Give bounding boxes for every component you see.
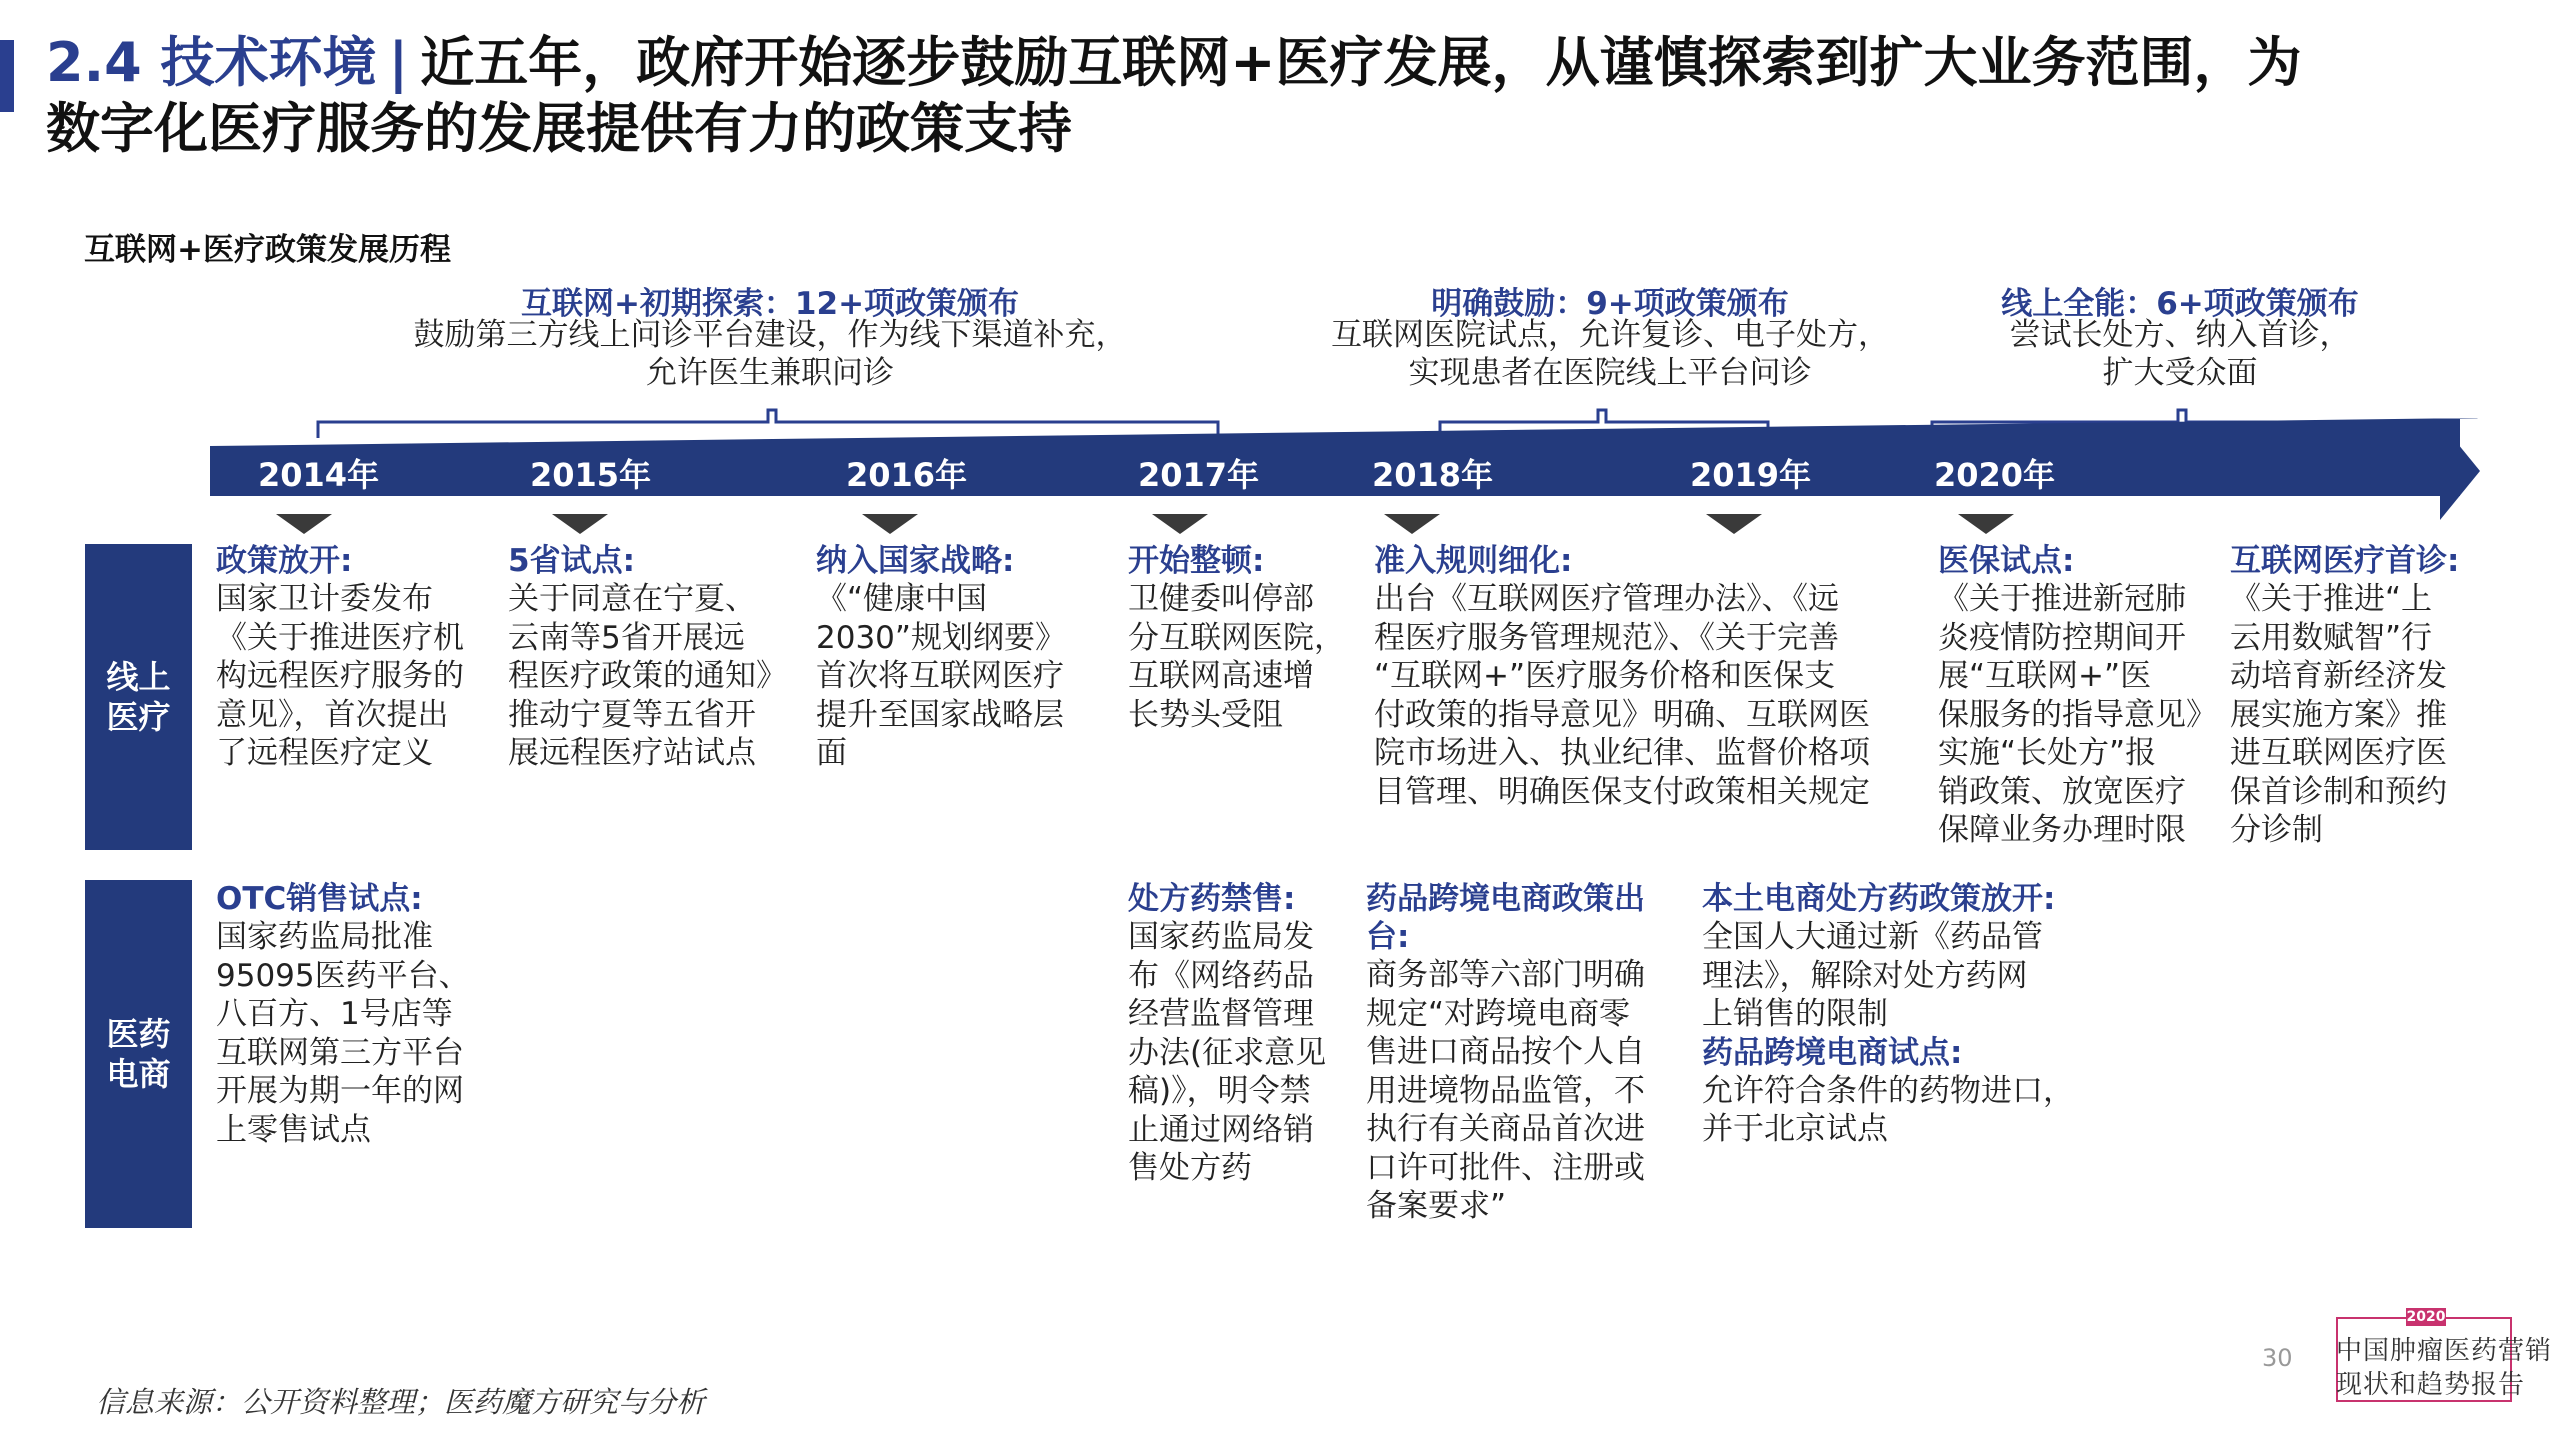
- event-line: 八百方、1号店等: [216, 996, 453, 1032]
- logo-line-1: 中国肿瘤医药营销: [2336, 1336, 2553, 1366]
- chart-title: 互联网+医疗政策发展历程: [84, 232, 451, 268]
- event-2018-access-rules: [1374, 542, 1934, 811]
- report-logo: [2336, 1308, 2553, 1404]
- event-line: 口许可批件、注册或: [1366, 1149, 1645, 1186]
- logo-year: 2020: [2406, 1309, 2446, 1325]
- phase-desc-1b: 允许医生兼职问诊: [646, 355, 894, 391]
- phase-title-1: 互联网+初期探索：12+项政策颁布: [520, 286, 1020, 322]
- event-line: 上销售的限制: [1702, 996, 1888, 1032]
- event-line: 构远程医疗服务的: [216, 658, 464, 694]
- event-head: 政策放开:: [216, 543, 353, 579]
- row-label-online-medical: [85, 544, 192, 850]
- event-line: 付政策的指导意见》明确、互联网医: [1374, 696, 1870, 733]
- title-separator: |: [388, 31, 409, 94]
- event-line: 推动宁夏等五省开: [508, 696, 756, 733]
- event-line: 保首诊制和预约: [2230, 773, 2447, 810]
- year-marker-2015: [552, 514, 608, 534]
- event-line: 保障业务办理时限: [1938, 812, 2186, 848]
- row-label-ecommerce-text: 医药电商: [106, 1015, 171, 1093]
- year-marker-2017: [1152, 514, 1208, 534]
- year-2016: 2016年: [846, 456, 968, 494]
- event-2017-rx-ban: [1128, 880, 1358, 1188]
- event-line: 允许符合条件的药物进口，: [1702, 1072, 2074, 1109]
- event-2020-first-visit: [2230, 542, 2520, 850]
- logo-line-2: 现状和趋势报告: [2336, 1370, 2526, 1400]
- row-label-online-text: 线上医疗: [106, 658, 171, 736]
- event-line: 《关于推进新冠肺: [1938, 581, 2186, 617]
- event-line: 分互联网医院，: [1128, 619, 1345, 656]
- page-number: 30: [2262, 1344, 2293, 1372]
- event-line: 商务部等六部门明确: [1366, 957, 1645, 993]
- event-head: 互联网医疗首诊:: [2230, 543, 2460, 579]
- event-line: 止通过网络销: [1128, 1111, 1314, 1148]
- event-2019-domestic-rx-open: [1702, 880, 2122, 1149]
- event-line: 2030”规划纲要》: [816, 619, 1066, 656]
- phase-desc-2a: 互联网医院试点，允许复诊、电子处方，: [1331, 317, 1889, 353]
- phase-desc-3a: 尝试长处方、纳入首诊，: [2009, 317, 2351, 353]
- event-head: 纳入国家战略:: [816, 543, 1015, 579]
- year-marker-2019: [1706, 514, 1762, 534]
- event-head: 本土电商处方药政策放开:: [1702, 881, 2056, 917]
- event-line: 保服务的指导意见》: [1938, 696, 2217, 733]
- event-2018-crossborder-policy: [1366, 880, 1686, 1226]
- year-2015: 2015年: [530, 456, 652, 494]
- event-line: 稿)》，明令禁: [1128, 1073, 1311, 1109]
- phase-desc-1a: 鼓励第三方线上问诊平台建设，作为线下渠道补充，: [413, 317, 1127, 353]
- event-line: 关于同意在宁夏、: [508, 581, 756, 617]
- event-line: 卫健委叫停部: [1128, 581, 1314, 617]
- event-line: 炎疫情防控期间开: [1938, 619, 2186, 656]
- event-head: 准入规则细化:: [1374, 543, 1573, 579]
- event-line: 互联网第三方平台: [216, 1034, 464, 1071]
- event-line: 执行有关商品首次进: [1366, 1111, 1645, 1147]
- event-line: 分诊制: [2230, 812, 2323, 848]
- event-line: 意见》，首次提出: [216, 696, 449, 733]
- timeline-graphic: [0, 0, 2560, 560]
- event-2015-five-province-pilot: [508, 542, 808, 773]
- event-head: 医保试点:: [1938, 543, 2075, 579]
- year-marker-2018: [1384, 514, 1440, 534]
- event-line: 展“互联网+”医: [1938, 658, 2152, 694]
- event-line: 《关于推进医疗机: [216, 619, 464, 656]
- event-line: 国家药监局批准: [216, 919, 433, 955]
- event-line: 院市场进入、执业纪律、监督价格项: [1374, 735, 1870, 771]
- event-head-cont: 台:: [1366, 919, 1410, 955]
- event-line: 95095医药平台、: [216, 957, 470, 994]
- event-line: 规定“对跨境电商零: [1366, 995, 1631, 1032]
- title-line-1: 近五年，政府开始逐步鼓励互联网+医疗发展，从谨慎探索到扩大业务范围，为: [420, 31, 2302, 94]
- row-label-pharma-ecommerce: [85, 880, 192, 1228]
- event-line: 并于北京试点: [1702, 1111, 1888, 1147]
- event-line: “互联网+”医疗服务价格和医保支: [1374, 658, 1836, 694]
- event-line: 经营监督管理: [1128, 996, 1314, 1032]
- event-line: 备案要求”: [1366, 1188, 1507, 1224]
- year-2020: 2020年: [1934, 456, 2056, 494]
- event-line: 展实施方案》推: [2230, 696, 2447, 733]
- event-line: 面: [816, 735, 847, 771]
- section-label: 2.4 技术环境: [46, 31, 377, 94]
- event-line: 上零售试点: [216, 1111, 371, 1148]
- event-line: 动培育新经济发: [2230, 658, 2447, 694]
- event-line: 售进口商品按个人自: [1366, 1034, 1645, 1070]
- event-line: 出台《互联网医疗管理办法》、《远: [1374, 581, 1839, 617]
- phase-bracket-1: [318, 410, 1218, 438]
- source-note: 信息来源：公开资料整理；医药魔方研究与分析: [96, 1385, 706, 1419]
- year-2019: 2019年: [1690, 456, 1812, 494]
- event-line: 长势头受阻: [1128, 696, 1283, 733]
- event-line: 互联网高速增: [1128, 658, 1314, 694]
- phase-desc-3b: 扩大受众面: [2102, 355, 2258, 391]
- event-line: 实施“长处方”报: [1938, 735, 2157, 771]
- event-line: 《关于推进“上: [2230, 581, 2433, 617]
- phase-title-2: 明确鼓励：9+项政策颁布: [1431, 286, 1789, 322]
- year-marker-2016: [862, 514, 918, 534]
- event-2016-national-strategy: [816, 542, 1116, 773]
- event-head-crossborder-pilot: 药品跨境电商试点:: [1702, 1034, 1963, 1071]
- event-line: 国家药监局发: [1128, 919, 1314, 955]
- event-2014-policy-open: [216, 542, 488, 773]
- event-line: 布《网络药品: [1128, 957, 1314, 994]
- event-head: 开始整顿:: [1128, 543, 1265, 579]
- year-2017: 2017年: [1138, 456, 1260, 494]
- year-2014: 2014年: [258, 456, 380, 494]
- phase-title-3: 线上全能：6+项政策颁布: [2001, 286, 2359, 322]
- event-line: 程医疗政策的通知》: [508, 658, 787, 694]
- event-line: 了远程医疗定义: [216, 735, 433, 771]
- event-2020-insurance-pilot: [1938, 542, 2238, 850]
- phase-desc-2b: 实现患者在医院线上平台问诊: [1408, 355, 1812, 391]
- event-head: 处方药禁售:: [1128, 881, 1296, 917]
- event-line: 用进境物品监管，不: [1366, 1072, 1645, 1109]
- year-marker-2014: [276, 514, 332, 534]
- event-line: 云用数赋智”行: [2230, 619, 2433, 656]
- event-line: 首次将互联网医疗: [816, 658, 1064, 694]
- event-line: 销政策、放宽医疗: [1938, 773, 2186, 810]
- event-line: 全国人大通过新《药品管: [1702, 919, 2043, 955]
- title-line-2: 数字化医疗服务的发展提供有力的政策支持: [46, 97, 1072, 160]
- year-marker-2020: [1958, 514, 2014, 534]
- event-head: OTC销售试点:: [216, 881, 423, 917]
- event-2017-rectification: [1128, 542, 1358, 734]
- event-line: 目管理、明确医保支付政策相关规定: [1374, 773, 1870, 810]
- event-line: 程医疗服务管理规范》、《关于完善: [1374, 619, 1839, 656]
- event-line: 国家卫计委发布: [216, 581, 433, 617]
- event-line: 展远程医疗站试点: [508, 735, 756, 771]
- event-head: 药品跨境电商政策出: [1366, 881, 1645, 917]
- event-2014-otc-pilot: [216, 880, 496, 1149]
- year-2018: 2018年: [1372, 456, 1494, 494]
- event-line: 云南等5省开展远: [508, 619, 745, 656]
- event-line: 开展为期一年的网: [216, 1073, 464, 1109]
- event-line: 办法(征求意见: [1128, 1034, 1327, 1071]
- event-line: 售处方药: [1128, 1150, 1252, 1186]
- event-line: 进互联网医疗医: [2230, 735, 2447, 771]
- event-line: 理法》，解除对处方药网: [1702, 957, 2028, 994]
- event-line: 提升至国家战略层: [816, 696, 1064, 733]
- event-head: 5省试点:: [508, 543, 635, 579]
- event-line: 《“健康中国: [816, 581, 988, 617]
